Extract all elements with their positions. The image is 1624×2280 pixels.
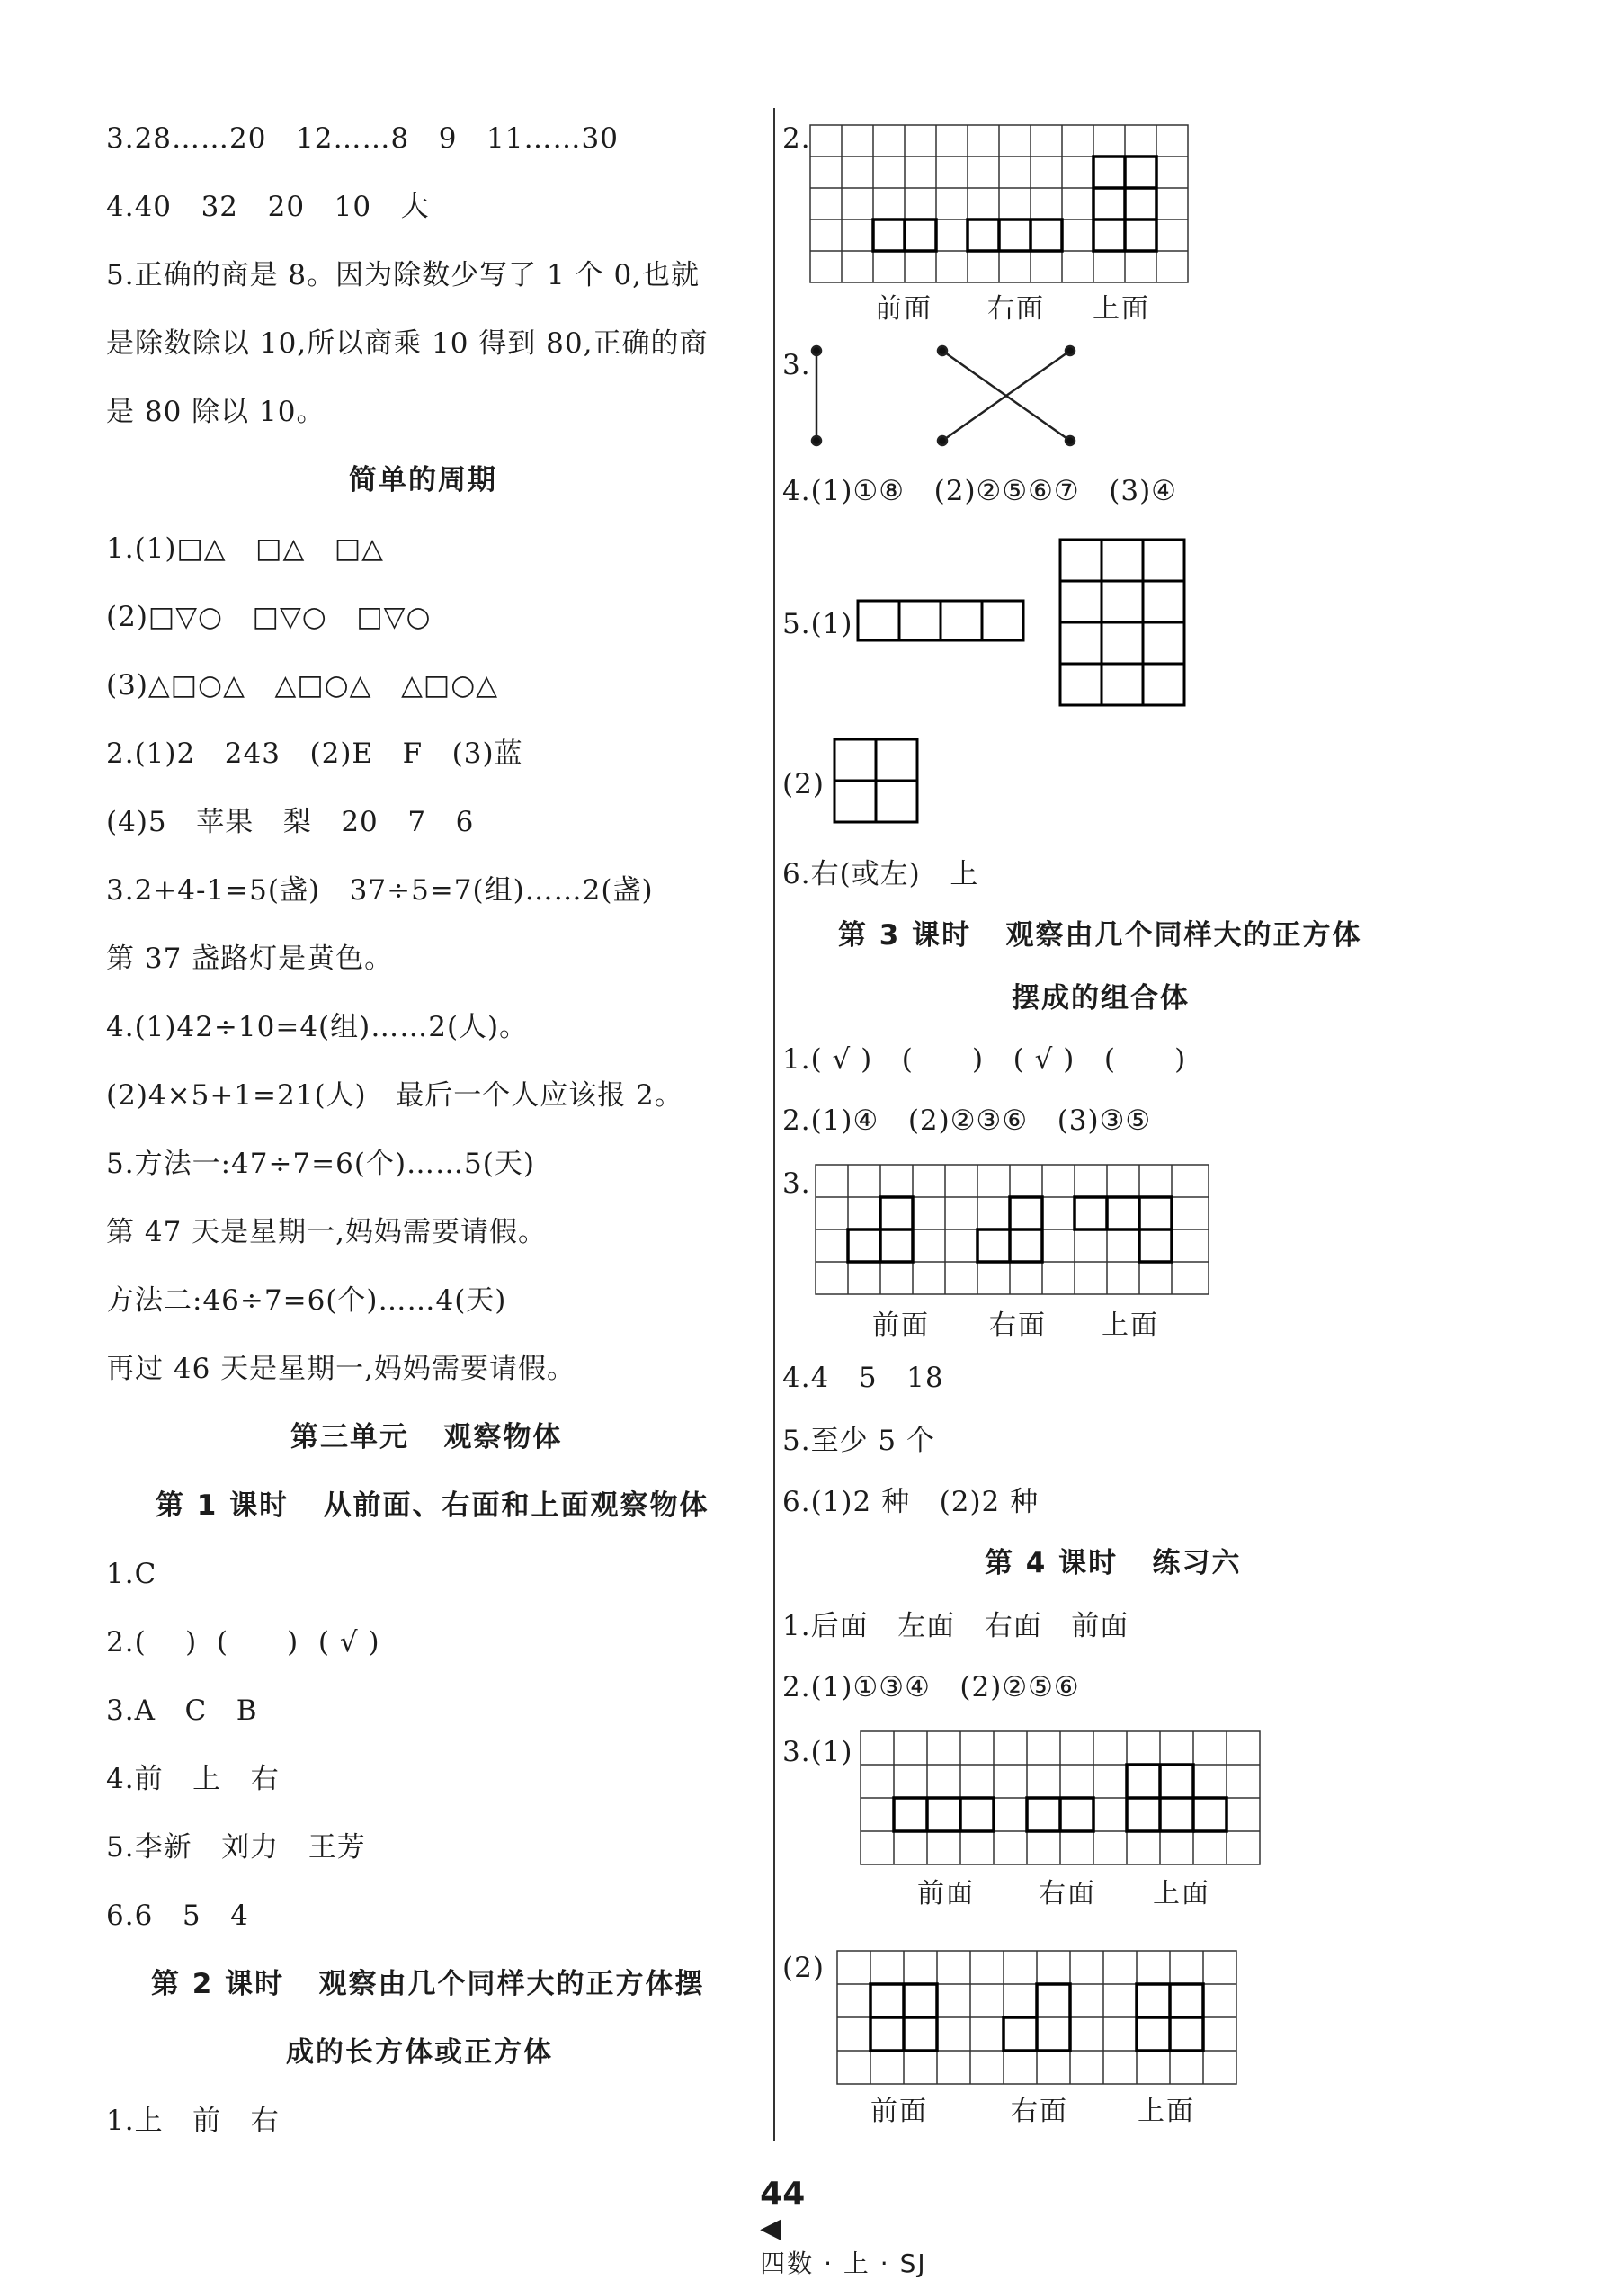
grid-label-front: 前面 bbox=[872, 1310, 930, 1341]
answer-line: (3)△□○△ △□○△ △□○△ bbox=[106, 669, 499, 702]
answer-line: 1.上 前 右 bbox=[106, 2105, 280, 2137]
view-grid-3 bbox=[860, 1730, 1264, 1867]
answer-line: 3.2+4-1=5(盏) 37÷5=7(组)……2(盏) bbox=[106, 874, 654, 907]
answer-line: 4.(1)①⑧ (2)②⑤⑥⑦ (3)④ bbox=[782, 475, 1177, 507]
answer-line: 1.C bbox=[106, 1558, 157, 1590]
answer-line: (2) bbox=[782, 768, 825, 800]
answer-line: 2.(1)2 243 (2)E F (3)蓝 bbox=[106, 738, 523, 770]
answer-line: 2.(1)①③④ (2)②⑤⑥ bbox=[782, 1671, 1080, 1703]
square-shape bbox=[833, 738, 921, 826]
answer-line: 第 47 天是星期一,妈妈需要请假。 bbox=[106, 1216, 548, 1248]
cube-block-shape bbox=[1058, 538, 1188, 709]
grid-label-front: 前面 bbox=[917, 1878, 975, 1909]
lesson-heading-cont: 成的长方体或正方体 bbox=[286, 2036, 553, 2069]
answer-line: 2. bbox=[782, 122, 811, 155]
answer-line: 3.(1) bbox=[782, 1736, 853, 1768]
grid-label-right: 右面 bbox=[989, 1310, 1047, 1341]
cube-row-shape bbox=[856, 599, 1027, 644]
grid-label-right: 右面 bbox=[1039, 1878, 1096, 1909]
answer-line: 是除数除以 10,所以商乘 10 得到 80,正确的商 bbox=[106, 327, 709, 360]
answer-line: 4.前 上 右 bbox=[106, 1763, 280, 1795]
answer-line: (2)□▽○ □▽○ □▽○ bbox=[106, 601, 432, 633]
answer-line: 第 37 盏路灯是黄色。 bbox=[106, 943, 394, 975]
answer-line: 2.(1)④ (2)②③⑥ (3)③⑤ bbox=[782, 1104, 1152, 1137]
answer-line: 3. bbox=[782, 349, 811, 381]
view-grid-2 bbox=[815, 1164, 1214, 1297]
answer-line: 5.正确的商是 8。因为除数少写了 1 个 0,也就 bbox=[106, 259, 700, 291]
answer-line: 2.( ) ( ) ( √ ) bbox=[106, 1626, 380, 1659]
grid-label-top: 上面 bbox=[1102, 1310, 1159, 1341]
lesson-heading-cont: 摆成的组合体 bbox=[1012, 982, 1190, 1015]
answer-line: (2) bbox=[782, 1952, 825, 1984]
grid-label-top: 上面 bbox=[1093, 293, 1150, 325]
answer-line: 3. bbox=[782, 1167, 811, 1200]
grid-label-right: 右面 bbox=[1011, 2096, 1068, 2127]
answer-line: 1.( √ ) ( ) ( √ ) ( ) bbox=[782, 1043, 1187, 1076]
grid-label-front: 前面 bbox=[875, 293, 932, 325]
answer-line: 6.6 5 4 bbox=[106, 1900, 249, 1932]
answer-line: (4)5 苹果 梨 20 7 6 bbox=[106, 806, 475, 838]
answer-line: 方法二:46÷7=6(个)……4(天) bbox=[106, 1284, 507, 1317]
answer-line: 5.(1) bbox=[782, 608, 853, 640]
matching-lines bbox=[809, 342, 1079, 450]
view-grid-4 bbox=[836, 1950, 1241, 2087]
grid-label-front: 前面 bbox=[870, 2096, 928, 2127]
answer-line: 1.(1)□△ □△ □△ bbox=[106, 532, 385, 565]
answer-line: 6.右(或左) 上 bbox=[782, 858, 979, 890]
unit-heading: 第三单元 观察物体 bbox=[290, 1421, 563, 1453]
answer-line: 6.(1)2 种 (2)2 种 bbox=[782, 1486, 1040, 1518]
lesson-heading: 第 3 课时 观察由几个同样大的正方体 bbox=[838, 919, 1362, 952]
answer-line: 3.28……20 12……8 9 11……30 bbox=[106, 122, 619, 155]
grid-label-top: 上面 bbox=[1153, 1878, 1210, 1909]
answer-line: 4.4 5 18 bbox=[782, 1362, 944, 1394]
answer-line: 5.方法一:47÷7=6(个)……5(天) bbox=[106, 1148, 535, 1180]
view-grid-1 bbox=[809, 124, 1192, 286]
answer-line: 再过 46 天是星期一,妈妈需要请假。 bbox=[106, 1353, 576, 1385]
lesson-heading: 第 2 课时 观察由几个同样大的正方体摆 bbox=[151, 1968, 705, 2000]
answer-line: 是 80 除以 10。 bbox=[106, 396, 326, 428]
answer-line: 1.后面 左面 右面 前面 bbox=[782, 1610, 1129, 1642]
grid-label-top: 上面 bbox=[1138, 2096, 1195, 2127]
grid-label-right: 右面 bbox=[987, 293, 1045, 325]
answer-line: 5.至少 5 个 bbox=[782, 1425, 936, 1457]
answer-line: (2)4×5+1=21(人) 最后一个人应该报 2。 bbox=[106, 1079, 683, 1112]
answer-line: 5.李新 刘力 王芳 bbox=[106, 1831, 366, 1864]
answer-line: 3.A C B bbox=[106, 1694, 258, 1727]
answer-line: 4.40 32 20 10 大 bbox=[106, 191, 430, 223]
book-info: 四数 · 上 · SJ bbox=[760, 2249, 927, 2278]
lesson-heading: 第 4 课时 练习六 bbox=[985, 1547, 1242, 1579]
answer-line: 4.(1)42÷10=4(组)……2(人)。 bbox=[106, 1011, 529, 1043]
section-heading: 简单的周期 bbox=[349, 464, 497, 496]
page-footer bbox=[751, 2159, 927, 2280]
page-marker-icon: ◀ bbox=[760, 2213, 781, 2244]
column-divider bbox=[773, 108, 775, 2141]
lesson-heading: 第 1 课时 从前面、右面和上面观察物体 bbox=[156, 1489, 709, 1522]
page-number: 44 bbox=[760, 2176, 806, 2213]
